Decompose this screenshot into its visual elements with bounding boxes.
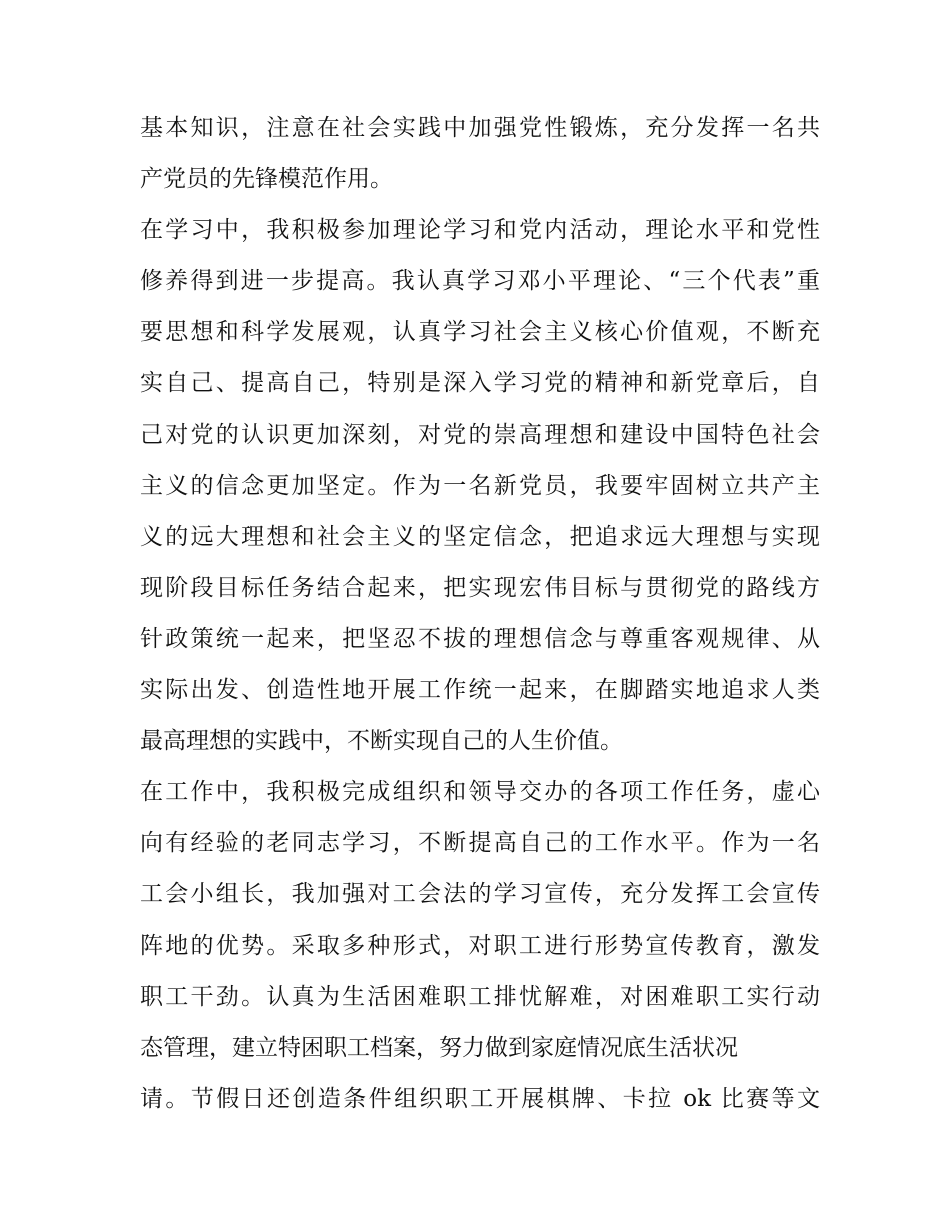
text-line: 主义的信念更加坚定。作为一名新党员，我要牢固树立共产主 [140, 472, 820, 499]
paragraph-3 [140, 767, 820, 1125]
text-line: 实自己、提高自己，特别是深入学习党的精神和新党章后，自 [140, 370, 820, 397]
text-line: 最高理想的实践中，不断实现自己的人生价值。 [140, 728, 623, 755]
text-line: 职工干劲。认真为生活困难职工排忧解难，对困难职工实行动 [140, 983, 820, 1010]
text-line: 在工作中，我积极完成组织和领导交办的各项工作任务，虚心 [140, 779, 820, 806]
text-line: 在学习中，我积极参加理论学习和党内活动，理论水平和党性 [140, 217, 820, 244]
text-line: 向有经验的老同志学习，不断提高自己的工作水平。作为一名 [140, 830, 820, 857]
text-line: 修养得到进一步提高。我认真学习邓小平理论、“三个代表”重 [140, 268, 820, 295]
text-line: 己对党的认识更加深刻，对党的崇高理想和建设中国特色社会 [140, 421, 820, 448]
text-line: 阵地的优势。采取多种形式，对职工进行形势宣传教育，激发 [140, 932, 820, 959]
paragraph-2 [140, 205, 820, 767]
text-line: 实际出发、创造性地开展工作统一起来，在脚踏实地追求人类 [140, 677, 820, 704]
text-line: 针政策统一起来，把坚忍不拔的理想信念与尊重客观规律、从 [140, 625, 820, 652]
paragraph-1 [140, 103, 820, 205]
text-line: 要思想和科学发展观，认真学习社会主义核心价值观，不断充 [140, 319, 820, 346]
text-line: 产党员的先锋模范作用。 [140, 166, 393, 193]
text-line: 态管理，建立特困职工档案，努力做到家庭情况底生活状况 [140, 1034, 738, 1061]
text-line: 义的远大理想和社会主义的坚定信念，把追求远大理想与实现 [140, 523, 820, 550]
text-line: 现阶段目标任务结合起来，把实现宏伟目标与贯彻党的路线方 [140, 574, 820, 601]
text-line: 请。节假日还创造条件组织职工开展棋牌、卡拉 ok 比赛等文 [140, 1085, 821, 1112]
text-line: 基本知识，注意在社会实践中加强党性锻炼，充分发挥一名共 [140, 115, 820, 141]
text-line: 工会小组长，我加强对工会法的学习宣传，充分发挥工会宣传 [140, 881, 820, 908]
document-body [140, 103, 820, 1125]
